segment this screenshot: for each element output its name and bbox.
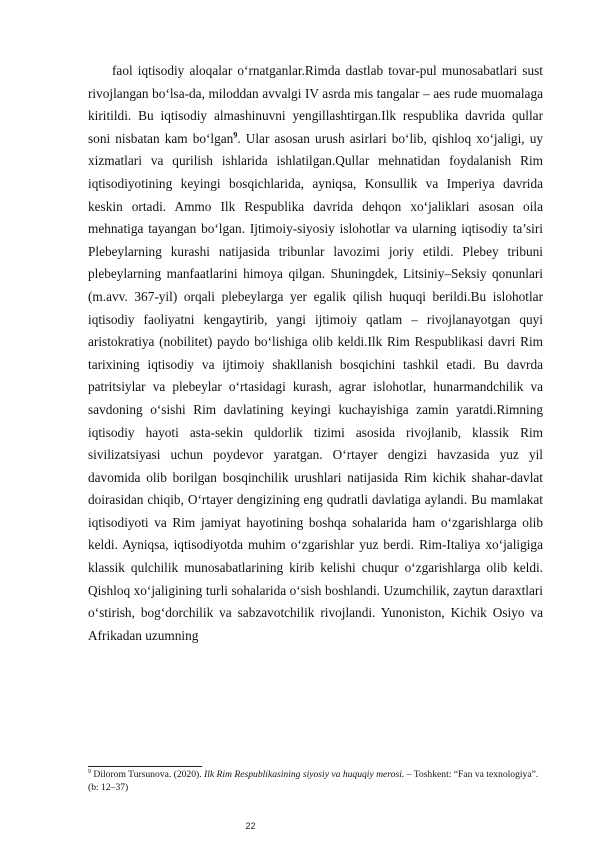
footnote-number: 9 [88,768,91,775]
footnote-author: Dilorom Tursunova. (2020). [91,769,204,780]
body-text [88,60,543,647]
page-number-value: 22 [245,821,256,831]
footnote-reference[interactable]: 9 [233,130,238,140]
footnote-publisher: – Toshkent: “Fan va texnologiya”. (b: 12–37) [88,769,539,793]
page-number [0,821,595,831]
footnote-title: Ilk Rim Respublikasining siyosiy va huquqiy merosi. [204,769,405,780]
body-text-part-2: . Ular asosan urush asirlari bo‘lib, qishloq xo‘jaligi, uy xizmatlari va qurilish ishlarida ishlatilgan.Qullar mehnatidan foydalanish Rim iqtisodiyotining keyingi bosqichlarida, ayniqsa, Konsullik va Imperiya davrida keskin ortadi. Ammo Ilk Respublika davrida dehqon xo‘jaliklari asosan oila mehnatiga tayangan bo‘lgan. Ijtimoiy-siyosiy islohotlar va ularning iqtisodiy ta’siri Plebeylarning kurashi natijasida tribunlar lavozimi joriy etildi. Plebey tribuni plebeylarning manfaatlarini himoya qilgan. Shuningdek, Litsiniy–Seksiy qonunlari (m.avv. 367-yil) orqali plebeylarga yer egalik qilish huquqi berildi.Bu islohotlar iqtisodiy faoliyatni kengaytirib, yangi ijtimoiy qatlam – rivojlanayotgan quyi aristokratiya (nobilitet) paydo bo‘lishiga olib keldi.Ilk Rim Respublikasi davri Rim tarixining iqtisodiy va ijtimoiy shakllanish bosqichini tashkil etadi. Bu davrda patritsiylar va plebeylar o‘rtasidagi kurash, agrar islohotlar, hunarmandchilik va savdoning o‘sishi Rim davlatining keyingi kuchayishiga zamin yaratdi.Rimning iqtisodiy hayoti asta-sekin quldorlik tizimi asosida rivojlanib, klassik Rim sivilizatsiyasi uchun poydevor yaratgan. O‘rtayer dengizi havzasida yuz yil davomida olib borilgan bosqinchilik urushlari natijasida Rim kichik shahar-davlat doirasidan chiqib, O‘rtayer dengizining eng qudratli davlatiga aylandi. Bu mamlakat iqtisodiyoti va Rim jamiyat hayotining boshqa sohalarida ham o‘zgarishlarga olib keldi. Ayniqsa, iqtisodiyotda muhim o‘zgarishlar yuz berdi. Rim-Italiya xo‘jaligiga klassik qulchilik munosabatlarining kirib kelishi chuqur o‘zgarishlarga olib keldi. Qishloq xo‘jaligining turli sohalarida o‘sish boshlandi. Uzumchilik, zaytun daraxtlari o‘stirish, bog‘dorchilik va sabzavotchilik rivojlandi. Yunoniston, Kichik Osiyo va Afrikadan uzumning [88,130,543,643]
footnote-separator [88,766,202,767]
body-paragraph [88,60,543,647]
body-text-part-1: faol iqtisodiy aloqalar o‘rnatganlar.Rimda dastlab tovar-pul munosabatlari sust rivojlangan bo‘lsa-da, miloddan avvalgi IV asrda mis tangalar – aes rude muomalaga kiritildi. Bu iqtisodiy almashinuvni yengillashtirgan.Ilk respublika davrida qullar soni nisbatan kam bo‘lgan [88,63,543,146]
footnote [88,769,543,794]
